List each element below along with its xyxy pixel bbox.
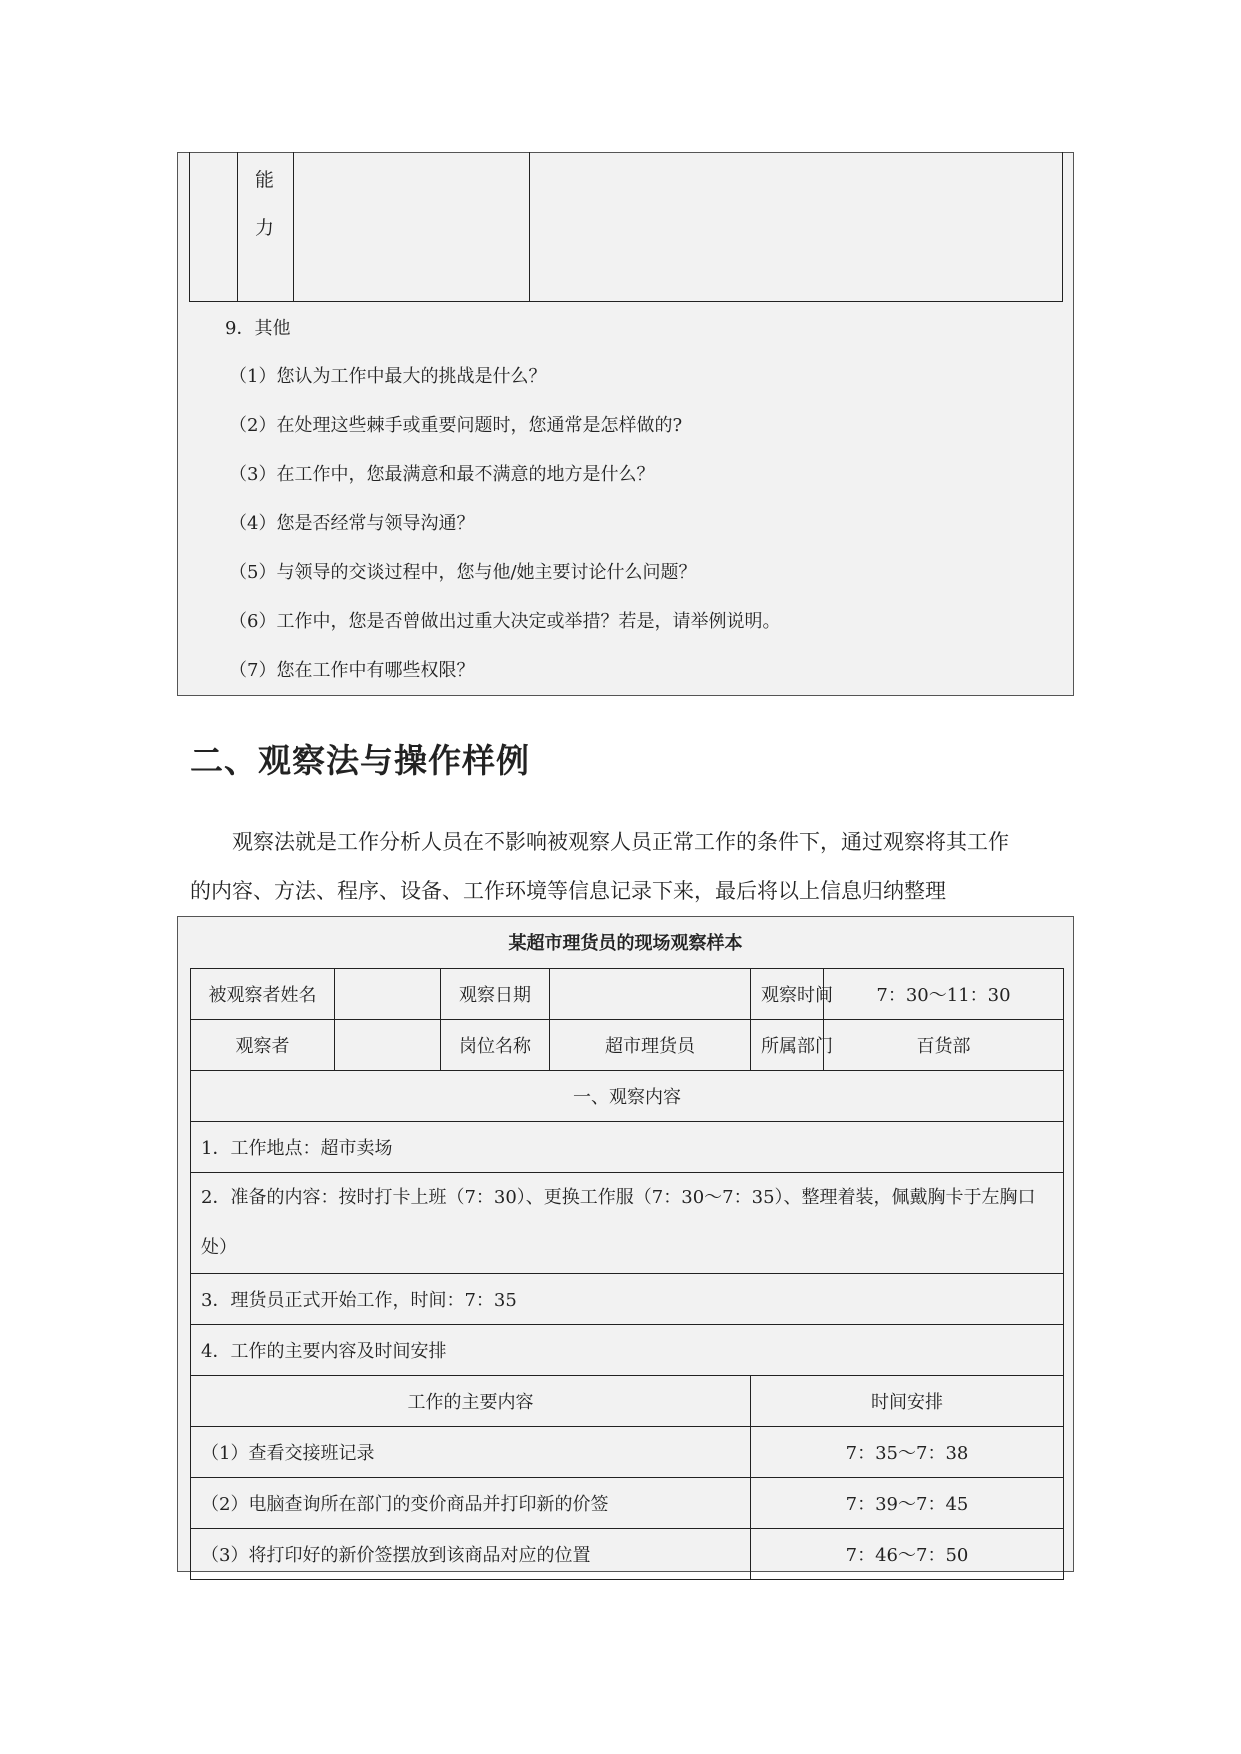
content-item: 3．理货员正式开始工作，时间：7：35 [191,1274,1064,1325]
observation-date-label: 观察日期 [441,969,550,1020]
task-cell: （2）电脑查询所在部门的变价商品并打印新的价签 [191,1478,751,1529]
table-row [191,1122,1064,1173]
side-char: 能 [255,169,275,191]
table-row [191,1020,1064,1071]
task-column-header: 工作的主要内容 [191,1376,751,1427]
observee-name-value [335,969,441,1020]
observation-title: 某超市理货员的现场观察样本 [508,933,743,954]
capability-table-fragment [189,152,1063,302]
table-divider [529,152,530,301]
department-value: 百货部 [824,1020,1064,1071]
content-header: 一、观察内容 [191,1071,1064,1122]
time-column-header: 时间安排 [751,1376,1064,1427]
content-item: 4．工作的主要内容及时间安排 [191,1325,1064,1376]
department-label: 所属部门 [751,1020,824,1071]
table-row [191,1376,1064,1427]
question-item: （2）在处理这些棘手或重要问题时，您通常是怎样做的? [229,415,683,436]
observer-label: 观察者 [191,1020,335,1071]
observation-time-label: 观察时间 [751,969,824,1020]
paragraph-line: 观察法就是工作分析人员在不影响被观察人员正常工作的条件下，通过观察将其工作 [232,830,1009,854]
question-item: （4）您是否经常与领导沟通？ [229,513,475,534]
table-row [191,1071,1064,1122]
observee-name-label: 被观察者姓名 [191,969,335,1020]
other-heading: 9．其他 [225,318,291,339]
question-item: （6）工作中，您是否曾做出过重大决定或举措？若是，请举例说明。 [229,611,781,632]
table-row [191,1325,1064,1376]
question-item: （7）您在工作中有哪些权限？ [229,660,475,681]
table-row [191,1173,1064,1274]
content-item: 2．准备的内容：按时打卡上班（7：30）、更换工作服（7：30～7：35）、整理着装，佩戴胸卡于左胸口处） [191,1173,1064,1274]
table-row [191,1427,1064,1478]
table-row [191,1274,1064,1325]
table-row [191,1529,1064,1580]
table-divider [237,152,238,301]
table-divider [293,152,294,301]
time-cell: 7：39～7：45 [751,1478,1064,1529]
question-item: （3）在工作中，您最满意和最不满意的地方是什么？ [229,464,655,485]
time-cell: 7：46～7：50 [751,1529,1064,1580]
question-item: （5）与领导的交谈过程中，您与他/她主要讨论什么问题？ [229,562,697,583]
post-name-value: 超市理货员 [550,1020,751,1071]
observation-date-value [550,969,751,1020]
content-item: 1．工作地点：超市卖场 [191,1122,1064,1173]
table-row [191,1478,1064,1529]
task-cell: （1）查看交接班记录 [191,1427,751,1478]
table-row [191,969,1064,1020]
time-cell: 7：35～7：38 [751,1427,1064,1478]
observation-time-value: 7：30～11：30 [824,969,1064,1020]
post-name-label: 岗位名称 [441,1020,550,1071]
section-title: 二、观察法与操作样例 [190,741,530,780]
observation-table [190,968,1064,1580]
side-char: 力 [255,217,275,239]
observer-value [335,1020,441,1071]
question-item: （1）您认为工作中最大的挑战是什么？ [229,366,547,387]
task-cell: （3）将打印好的新价签摆放到该商品对应的位置 [191,1529,751,1580]
paragraph-line: 的内容、方法、程序、设备、工作环境等信息记录下来，最后将以上信息归纳整理 [190,879,946,903]
